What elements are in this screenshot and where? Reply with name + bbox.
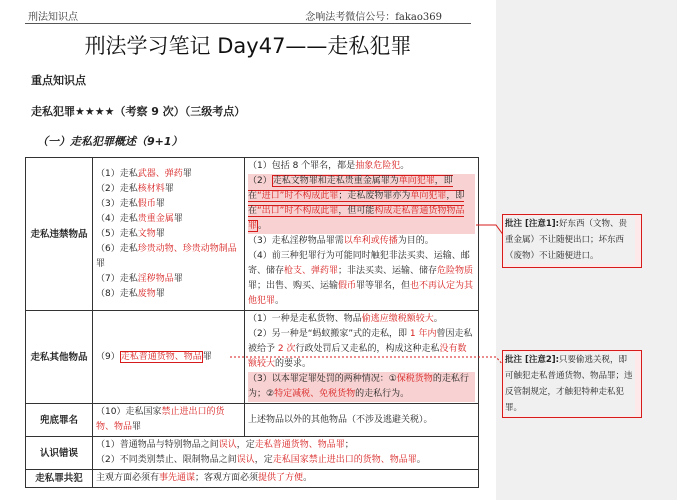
desc-line: （1）一种是走私货物、物品偷逃应缴税额较大。 xyxy=(248,314,443,324)
list-item: （8）走私废物罪 xyxy=(96,288,165,299)
desc-line: （3）走私淫秽物品罪需以牟利或传播为目的。 xyxy=(248,236,434,246)
item-cell xyxy=(93,158,245,311)
crime-table xyxy=(25,157,479,488)
list-item: （1）走私武器、弹药罪 xyxy=(96,168,192,179)
desc-cell xyxy=(245,158,479,311)
list-item: （2）走私核材料罪 xyxy=(96,183,174,194)
comment-tag: 批注 [注意1]: xyxy=(505,219,560,229)
desc-cell: 上述物品以外的其他物品（不涉及逃避关税）。 xyxy=(245,404,479,437)
page-title: 刑法学习笔记 Day47——走私犯罪 xyxy=(84,34,412,58)
comment-text: 好东西（文物、贵重金属）不让随便出口；坏东西（废物）不让随便进口。 xyxy=(505,219,628,261)
header-left: 刑法知识点 xyxy=(28,12,78,23)
comment-tag: 批注 [注意2]: xyxy=(505,355,560,365)
row-label: 走私罪共犯 xyxy=(26,470,93,488)
table-row xyxy=(26,437,479,470)
desc-line: （2）另一种是“蚂蚁搬家”式的走私，即 1 年内曾因走私被给予 2 次行政处罚后又走私的，构成这种走私没有数额较大的要求。 xyxy=(248,329,473,369)
comment-1[interactable] xyxy=(505,216,635,264)
row-label: 走私其他物品 xyxy=(26,311,93,404)
list-item: （4）走私贵重金属罪 xyxy=(96,213,183,224)
key-points-heading: 重点知识点 xyxy=(31,74,86,87)
list-item: （7）走私淫秽物品罪 xyxy=(96,273,183,284)
list-item: （6）走私珍贵动物、珍贵动物制品罪 xyxy=(96,243,237,269)
table-row xyxy=(26,404,479,437)
header-divider xyxy=(25,23,471,24)
section-heading: 走私犯罪★★★★（考察 9 次）（三级考点） xyxy=(31,105,246,118)
table-row xyxy=(26,311,479,404)
desc-line: （4）前三种犯罪行为可能同时触犯非法买卖、运输、邮寄、储存枪支、弹药罪；非法买卖、运输、储存危险物质罪；出售、购买、运输假币罪等罪名，但也不再认定为其他犯罪。 xyxy=(248,251,474,306)
item-cell: （9）走私普通货物、物品罪 xyxy=(93,311,245,404)
desc-line: （2）不同类别禁止、限制物品之间误认，定走私国家禁止进出口的货物、物品罪。 xyxy=(96,455,426,465)
desc-line: （1）普通物品与特别物品之间误认，定走私普通货物、物品罪； xyxy=(96,440,354,450)
list-item: （3）走私假币罪 xyxy=(96,198,165,209)
table-row xyxy=(26,470,479,488)
desc-cell xyxy=(245,311,479,404)
list-item: （5）走私文物罪 xyxy=(96,228,165,239)
row-label: 走私违禁物品 xyxy=(26,158,93,311)
desc-line-highlighted: （2）走私文物罪和走私贵重金属罪为单向犯罪，即在“进口”时不构成此罪；走私废物罪亦为单向犯罪，即在“出口”时不构成此罪，但可能构成走私普通货物物品罪。 xyxy=(248,174,475,234)
header-right: 念响法考微信公号：fakao369 xyxy=(305,12,442,23)
desc-line-highlighted: （3）以本罪定罪处罚的两种情况：①保税货物的走私行为；②特定减税、免税货物的走私行为。 xyxy=(248,372,475,402)
desc-cell xyxy=(93,437,479,470)
row-label: 兜底罪名 xyxy=(26,404,93,437)
table-row xyxy=(26,158,479,311)
item-cell: （10）走私国家禁止进出口的货物、物品罪 xyxy=(93,404,245,437)
comment-text: 只要偷逃关税，即可触犯走私普通货物、物品罪；违反管制规定，才触犯特种走私犯罪。 xyxy=(505,355,633,413)
desc-line: （1）包括 8 个罪名，都是抽象危险犯。 xyxy=(248,161,410,171)
comment-2[interactable] xyxy=(505,352,635,416)
subsection-heading: （一）走私犯罪概述（9+1） xyxy=(37,135,183,148)
desc-cell: 主观方面必须有事先通谋；客观方面必须提供了方便。 xyxy=(93,470,479,488)
row-label: 认识错误 xyxy=(26,437,93,470)
